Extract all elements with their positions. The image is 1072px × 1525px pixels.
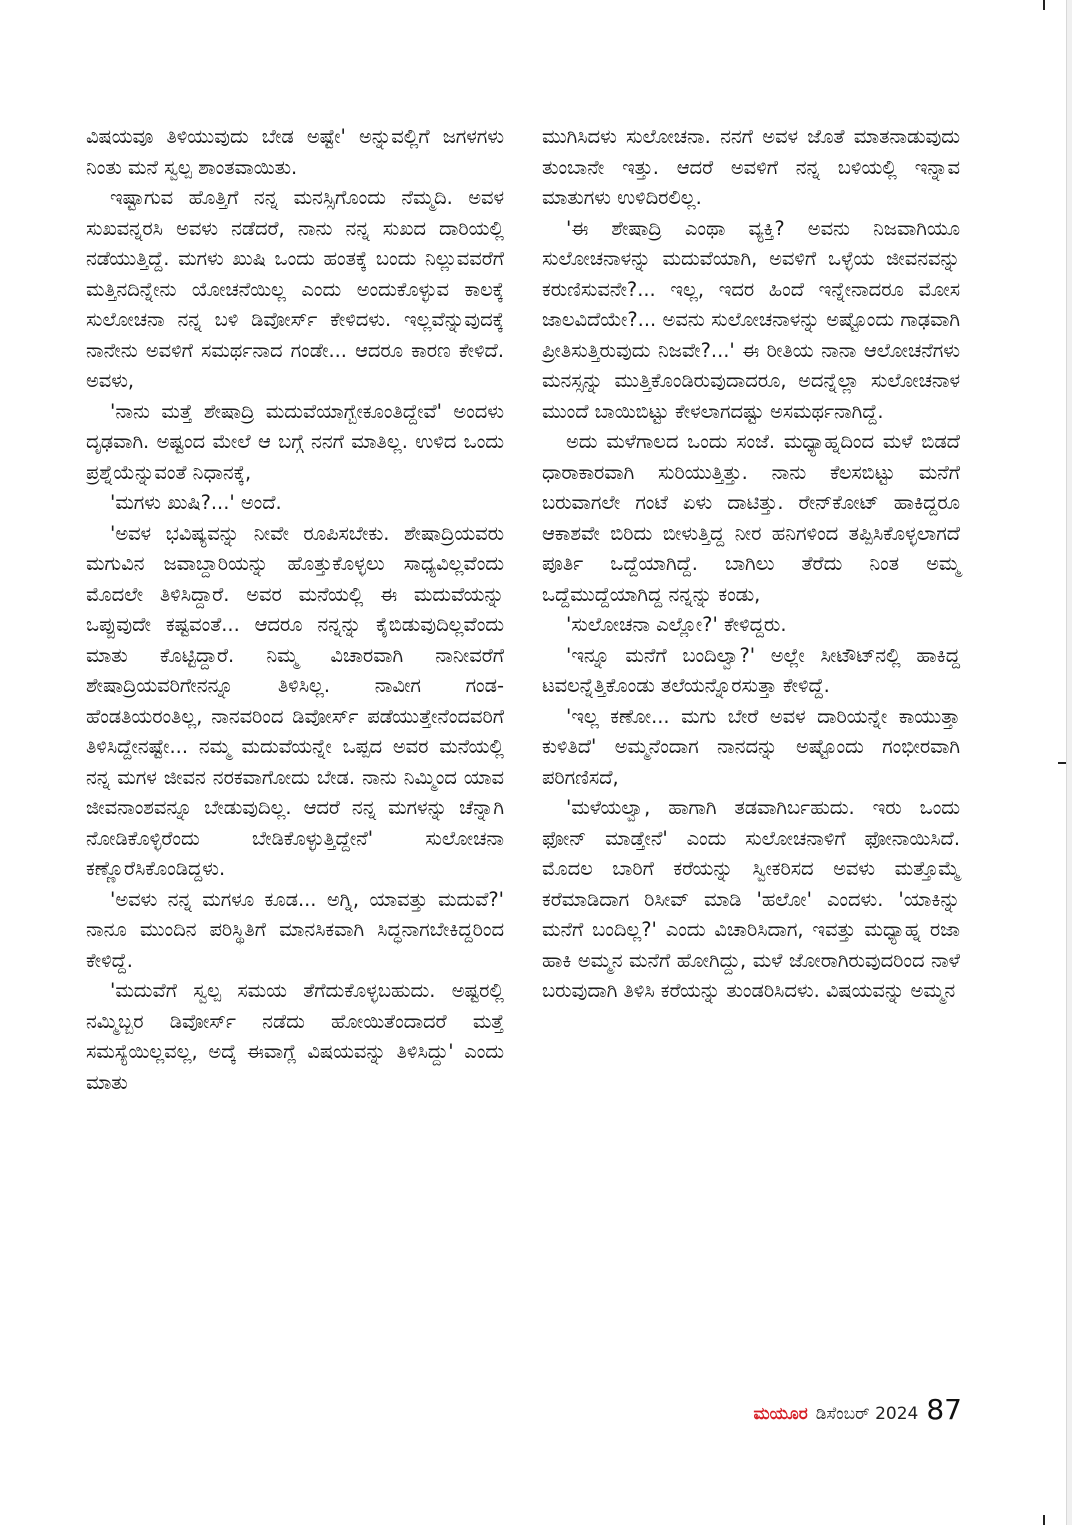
crop-mark-bottom [1043,1515,1045,1525]
paragraph: 'ಅವಳು ನನ್ನ ಮಗಳೂ ಕೂಡ... ಅಗ್ನಿ, ಯಾವತ್ತು ಮದುವೆ?' ನಾನೂ ಮುಂದಿನ ಪರಿಸ್ಥಿತಿಗೆ ಮಾನಸಿಕವಾಗಿ ಸಿದ್ಧನಾಗಬೇಕಿದ್ದರಿಂದ ಕೇಳಿದ್ದೆ. [86,887,504,972]
paragraph: 'ಇನ್ನೂ ಮನೆಗೆ ಬಂದಿಲ್ವಾ?' ಅಲ್ಲೇ ಸೀಟೌಟ್‌ನಲ್ಲಿ ಹಾಕಿದ್ದ ಟವಲನ್ನೆತ್ತಿಕೊಂಡು ತಲೆಯನ್ನೊರಸುತ್ತಾ ಕೇಳಿದ್ದೆ. [542,643,960,697]
right-column [542,122,960,1007]
crop-mark-right [1058,762,1066,764]
paragraph: 'ಮಳೆಯಲ್ವಾ, ಹಾಗಾಗಿ ತಡವಾಗಿರ್ಬಹುದು. ಇರು ಒಂದು ಫೋನ್ ಮಾಡ್ತೇನೆ' ಎಂದು ಸುಲೋಚನಾಳಿಗೆ ಫೋನಾಯಿಸಿದೆ. ಮೊದಲ ಬಾರಿಗೆ ಕರೆಯನ್ನು ಸ್ವೀಕರಿಸದ ಅವಳು ಮತ್ತೊಮ್ಮೆ ಕರೆಮಾಡಿದಾಗ ರಿಸೀವ್ ಮಾಡಿ 'ಹಲೋ' ಎಂದಳು. 'ಯಾಕಿನ್ನು ಮನೆಗೆ ಬಂದಿಲ್ಲ?' ಎಂದು ವಿಚಾರಿಸಿದಾಗ, ಇವತ್ತು ಮಧ್ಯಾಹ್ನ ರಜಾ ಹಾಕಿ ಅಮ್ಮನ ಮನೆಗೆ ಹೋಗಿದ್ದು, ಮಳೆ ಜೋರಾಗಿರುವುದರಿಂದ ನಾಳೆ ಬರುವುದಾಗಿ ತಿಳಿಸಿ ಕರೆಯನ್ನು ತುಂಡರಿಸಿದಳು. ವಿಷಯವನ್ನು ಅಮ್ಮನ [542,796,960,1002]
paragraph: 'ಮದುವೆಗೆ ಸ್ವಲ್ಪ ಸಮಯ ತೆಗೆದುಕೊಳ್ಳಬಹುದು. ಅಷ್ಟರಲ್ಲಿ ನಮ್ಮಿಬ್ಬರ ಡಿವೋರ್ಸ್ ನಡೆದು ಹೋಯಿತೆಂದಾದರೆ ಮತ್ತೆ ಸಮಸ್ಯೆಯಿಲ್ಲವಲ್ಲ, ಅದ್ಕೆ ಈವಾಗ್ಲೆ ವಿಷಯವನ್ನು ತಿಳಿಸಿದ್ದು' ಎಂದು ಮಾತು [86,979,504,1094]
paragraph: ಇಷ್ಟಾಗುವ ಹೊತ್ತಿಗೆ ನನ್ನ ಮನಸ್ಸಿಗೊಂದು ನೆಮ್ಮದಿ. ಅವಳ ಸುಖವನ್ನರಸಿ ಅವಳು ನಡೆದರೆ, ನಾನು ನನ್ನ ಸುಖದ ದಾರಿಯಲ್ಲಿ ನಡೆಯುತ್ತಿದ್ದೆ. ಮಗಳು ಖುಷಿ ಒಂದು ಹಂತಕ್ಕೆ ಬಂದು ನಿಲ್ಲುವವರೆಗೆ ಮತ್ತಿನದಿನ್ನೇನು ಯೋಚನೆಯಿಲ್ಲ ಎಂದು ಅಂದುಕೊಳ್ಳುವ ಕಾಲಕ್ಕೆ ಸುಲೋಚನಾ ನನ್ನ ಬಳಿ ಡಿವೋರ್ಸ್ ಕೇಳಿದಳು. ಇಲ್ಲವೆನ್ನುವುದಕ್ಕೆ ನಾನೇನು ಅವಳಿಗೆ ಸಮರ್ಥನಾದ ಗಂಡೇ... ಆದರೂ ಕಾರಣ ಕೇಳಿದೆ. ಅವಳು, [86,186,504,392]
paragraph: ವಿಷಯವೂ ತಿಳಿಯುವುದು ಬೇಡ ಅಷ್ಟೇ' ಅನ್ನುವಲ್ಲಿಗೆ ಜಗಳಗಳು ನಿಂತು ಮನೆ ಸ್ವಲ್ಪ ಶಾಂತವಾಯಿತು. [86,125,504,179]
paragraph: 'ಈ ಶೇಷಾದ್ರಿ ಎಂಥಾ ವ್ಯಕ್ತಿ? ಅವನು ನಿಜವಾಗಿಯೂ ಸುಲೋಚನಾಳನ್ನು ಮದುವೆಯಾಗಿ, ಅವಳಿಗೆ ಒಳ್ಳೆಯ ಜೀವನವನ್ನು ಕರುಣಿಸುವನೇ?... ಇಲ್ಲ, ಇದರ ಹಿಂದೆ ಇನ್ನೇನಾದರೂ ಮೋಸ ಜಾಲವಿದೆಯೇ?... ಅವನು ಸುಲೋಚನಾಳನ್ನು ಅಷ್ಟೊಂದು ಗಾಢವಾಗಿ ಪ್ರೀತಿಸುತ್ತಿರುವುದು ನಿಜವೇ?...' ಈ ರೀತಿಯ ನಾನಾ ಆಲೋಚನೆಗಳು ಮನಸ್ಸನ್ನು ಮುತ್ತಿಕೊಂಡಿರುವುದಾದರೂ, ಅದನ್ನೆಲ್ಲಾ ಸುಲೋಚನಾಳ ಮುಂದೆ ಬಾಯಿಬಿಟ್ಟು ಕೇಳಲಾಗದಷ್ಟು ಅಸಮರ್ಥನಾಗಿದ್ದೆ. [542,216,960,423]
paragraph: 'ಇಲ್ಲ ಕಣೋ... ಮಗು ಬೇರೆ ಅವಳ ದಾರಿಯನ್ನೇ ಕಾಯುತ್ತಾ ಕುಳಿತಿದೆ' ಅಮ್ಮನೆಂದಾಗ ನಾನದನ್ನು ಅಷ್ಟೊಂದು ಗಂಭೀರವಾಗಿ ಪರಿಗಣಿಸದೆ, [542,704,960,789]
page-footer [754,1393,963,1426]
paragraph: 'ಅವಳ ಭವಿಷ್ಯವನ್ನು ನೀವೇ ರೂಪಿಸಬೇಕು. ಶೇಷಾದ್ರಿಯವರು ಮಗುವಿನ ಜವಾಬ್ದಾರಿಯನ್ನು ಹೊತ್ತುಕೊಳ್ಳಲು ಸಾಧ್ಯವಿಲ್ಲವೆಂದು ಮೊದಲೇ ತಿಳಿಸಿದ್ದಾರೆ. ಅವರ ಮನೆಯಲ್ಲಿ ಈ ಮದುವೆಯನ್ನು ಒಪ್ಪುವುದೇ ಕಷ್ಟವಂತೆ... ಆದರೂ ನನ್ನನ್ನು ಕೈಬಿಡುವುದಿಲ್ಲವೆಂದು ಮಾತು ಕೊಟ್ಟಿದ್ದಾರೆ. ನಿಮ್ಮ ವಿಚಾರವಾಗಿ ನಾನೀವರೆಗೆ ಶೇಷಾದ್ರಿಯವರಿಗೇನನ್ನೂ ತಿಳಿಸಿಲ್ಲ. ನಾವೀಗ ಗಂಡ-ಹೆಂಡತಿಯರಂತಿಲ್ಲ, ನಾನವರಿಂದ ಡಿವೋರ್ಸ್ ಪಡೆಯುತ್ತೇನೆಂದವರಿಗೆ ತಿಳಿಸಿದ್ದೇನಷ್ಟೇ... ನಮ್ಮ ಮದುವೆಯನ್ನೇ ಒಪ್ಪದ ಅವರ ಮನೆಯಲ್ಲಿ ನನ್ನ ಮಗಳ ಜೀವನ ನರಕವಾಗೋದು ಬೇಡ. ನಾನು ನಿಮ್ಮಿಂದ ಯಾವ ಜೀವನಾಂಶವನ್ನೂ ಬೇಡುವುದಿಲ್ಲ. ಆದರೆ ನನ್ನ ಮಗಳನ್ನು ಚೆನ್ನಾಗಿ ನೋಡಿಕೊಳ್ಳಿರೆಂದು ಬೇಡಿಕೊಳ್ಳುತ್ತಿದ್ದೇನೆ' ಸುಲೋಚನಾ ಕಣ್ಣೊರೆಸಿಕೊಂಡಿದ್ದಳು. [86,521,504,880]
paragraph: ಅದು ಮಳೆಗಾಲದ ಒಂದು ಸಂಜೆ. ಮಧ್ಯಾಹ್ನದಿಂದ ಮಳೆ ಬಿಡದೆ ಧಾರಾಕಾರವಾಗಿ ಸುರಿಯುತ್ತಿತ್ತು. ನಾನು ಕೆಲಸಬಿಟ್ಟು ಮನೆಗೆ ಬರುವಾಗಲೇ ಗಂಟೆ ಏಳು ದಾಟಿತ್ತು. ರೇನ್‌ಕೋಟ್ ಹಾಕಿದ್ದರೂ ಆಕಾಶವೇ ಬಿರಿದು ಬೀಳುತ್ತಿದ್ದ ನೀರ ಹನಿಗಳಿಂದ ತಪ್ಪಿಸಿಕೊಳ್ಳಲಾಗದೆ ಪೂರ್ತಿ ಒದ್ದೆಯಾಗಿದ್ದೆ. ಬಾಗಿಲು ತೆರೆದು ನಿಂತ ಅಮ್ಮ ಒದ್ದೆಮುದ್ದೆಯಾಗಿದ್ದ ನನ್ನನ್ನು ಕಂಡು, [542,430,960,606]
paragraph: 'ಮಗಳು ಖುಷಿ?...' ಅಂದೆ. [110,491,282,514]
crop-mark-top [1043,0,1045,10]
paragraph: 'ನಾನು ಮತ್ತೆ ಶೇಷಾದ್ರಿ ಮದುವೆಯಾಗ್ಬೇಕೂಂತಿದ್ದೇವೆ' ಅಂದಳು ದೃಢವಾಗಿ. ಅಷ್ಟಂದ ಮೇಲೆ ಆ ಬಗ್ಗೆ ನನಗೆ ಮಾತಿಲ್ಲ. ಉಳಿದ ಒಂದು ಪ್ರಶ್ನೆಯೆನ್ನುವಂತೆ ನಿಧಾನಕ್ಕೆ, [86,399,504,484]
paragraph: 'ಸುಲೋಚನಾ ಎಲ್ಲೋ?' ಕೇಳಿದ್ದರು. [566,613,787,636]
magazine-logo: ಮಯೂರ [753,1404,808,1424]
paragraph: ಮುಗಿಸಿದಳು ಸುಲೋಚನಾ. ನನಗೆ ಅವಳ ಜೊತೆ ಮಾತನಾಡುವುದು ತುಂಬಾನೇ ಇತ್ತು. ಆದರೆ ಅವಳಿಗೆ ನನ್ನ ಬಳಿಯಲ್ಲಿ ಇನ್ನಾವ ಮಾತುಗಳು ಉಳಿದಿರಲಿಲ್ಲ. [542,125,960,209]
page-number: 87 [926,1393,962,1426]
page-edge [1066,0,1072,1525]
left-column [86,122,504,1098]
issue-date: ಡಿಸೆಂಬರ್ 2024 [815,1404,919,1424]
